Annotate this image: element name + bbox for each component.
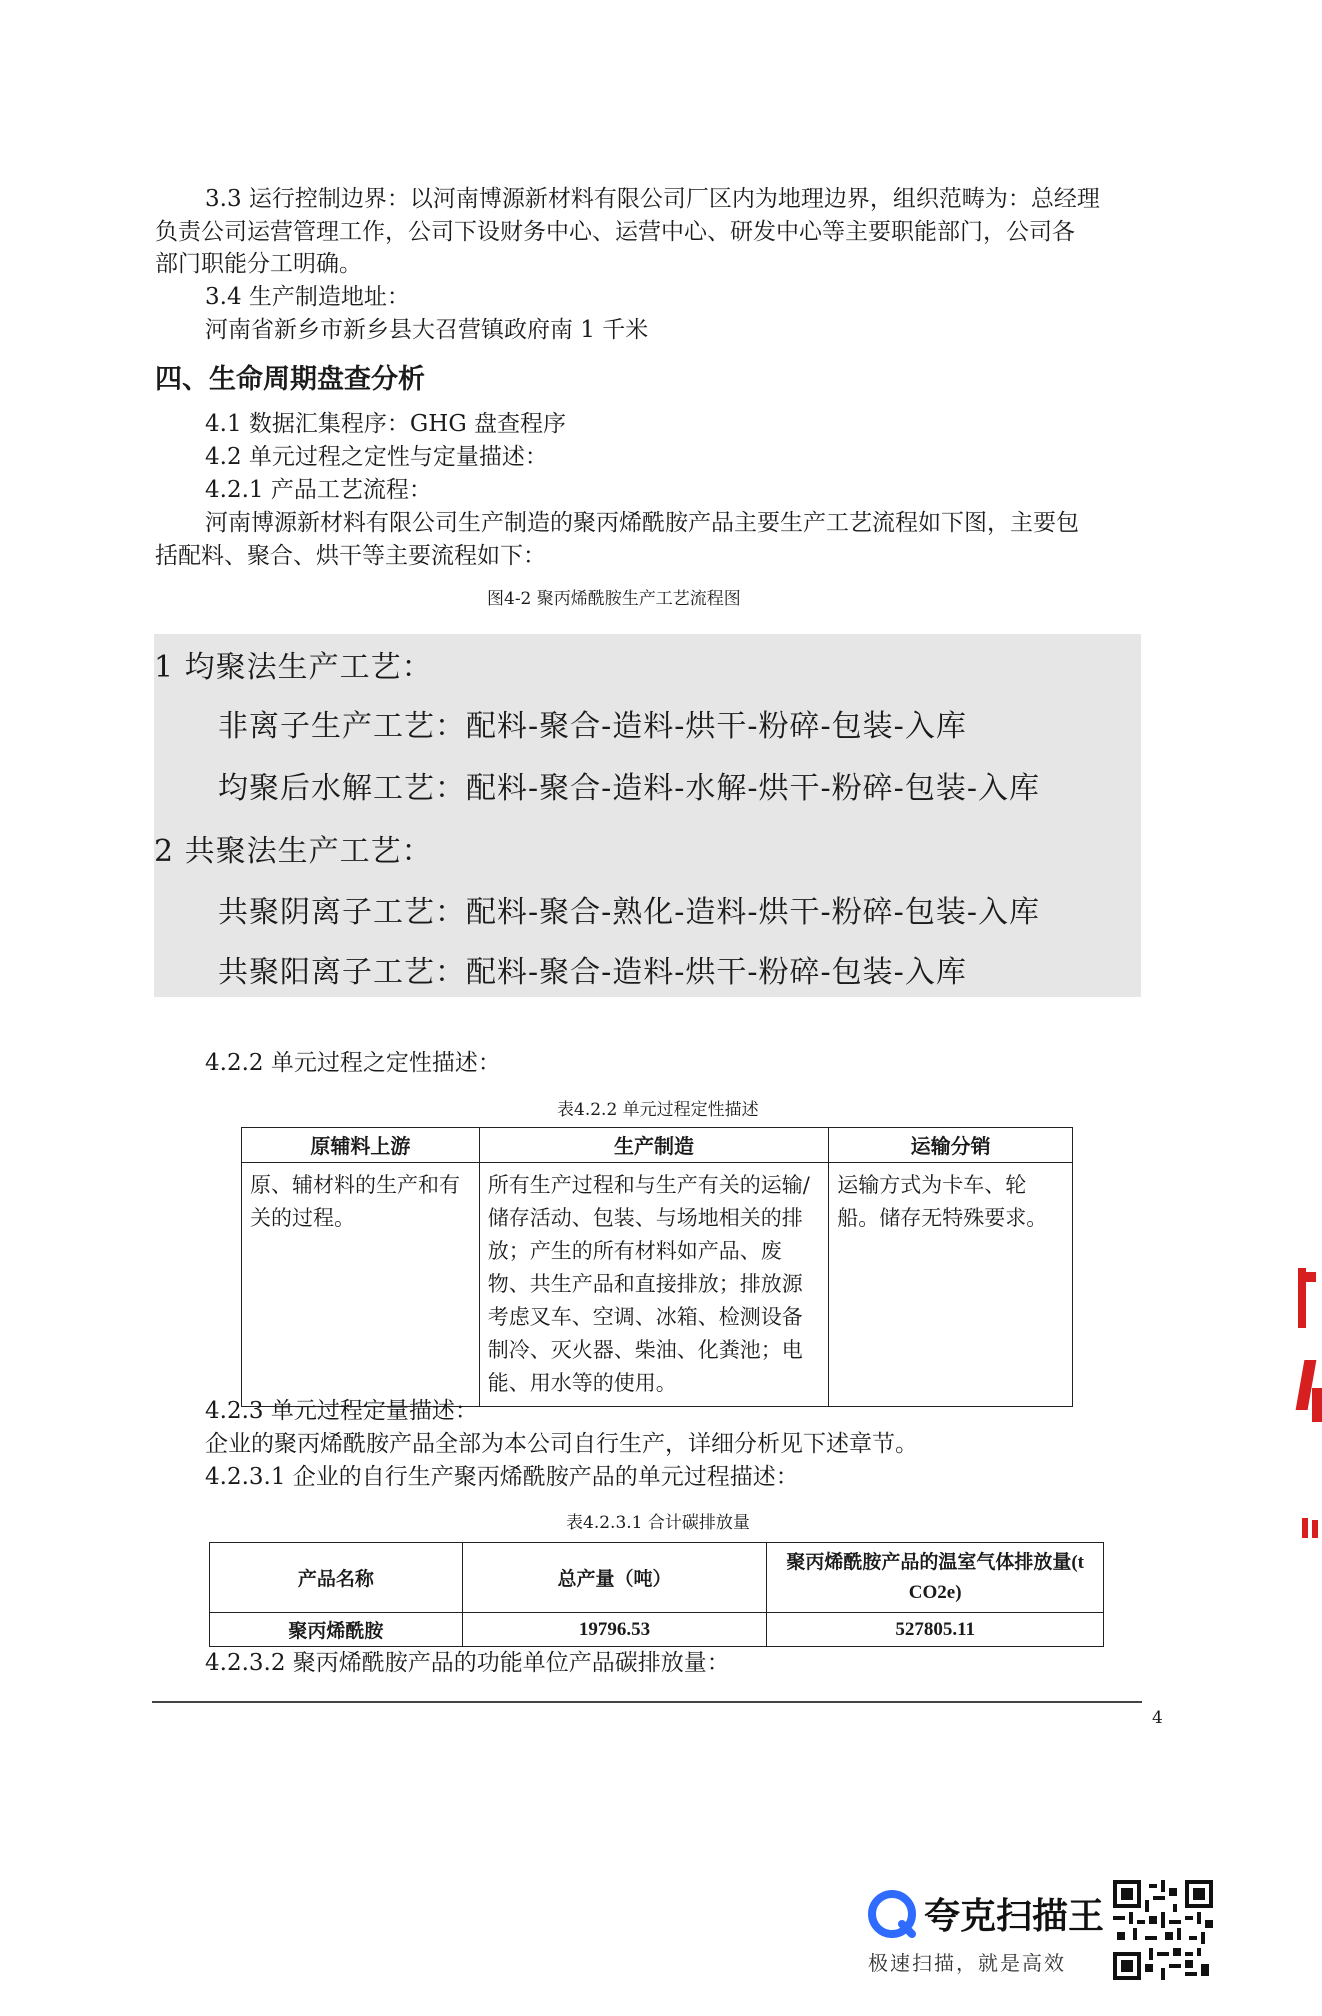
header-distribution: 运输分销 xyxy=(829,1128,1073,1163)
paragraph-4-2-2: 4.2.2 单元过程之定性描述： xyxy=(205,1050,501,1076)
flow-row-nonionic: 非离子生产工艺：配料-聚合-造料-烘干-粉碎-包装-入库 xyxy=(218,709,967,744)
cell-upstream: 原、辅材料的生产和有关的过程。 xyxy=(242,1163,480,1407)
chapter-4-heading: 四、生命周期盘查分析 xyxy=(155,364,425,395)
red-stamp-mark xyxy=(1306,1272,1316,1282)
header-ghg-emission: 聚丙烯酰胺产品的温室气体排放量(t CO2e) xyxy=(767,1543,1104,1613)
red-stamp-mark xyxy=(1312,1388,1322,1422)
address-text: 河南省新乡市新乡县大召营镇政府南 1 千米 xyxy=(205,317,649,343)
qr-code-icon xyxy=(1113,1880,1213,1980)
flow-heading-copolymer: 2 共聚法生产工艺： xyxy=(154,834,433,869)
paragraph-4-2-3-body: 企业的聚丙烯酰胺产品全部为本公司自行生产，详细分析见下述章节。 xyxy=(205,1431,918,1457)
table-header-row xyxy=(242,1128,1073,1163)
paragraph-4-2-3-1: 4.2.3.1 企业的自行生产聚丙烯酰胺产品的单元过程描述： xyxy=(205,1464,799,1490)
header-upstream: 原辅料上游 xyxy=(242,1128,480,1163)
paragraph-4-2: 4.2 单元过程之定性与定量描述： xyxy=(205,444,548,470)
cell-manufacturing: 所有生产过程和与生产有关的运输/储存活动、包装、与场地相关的排放；产生的所有材料如产品、废物、共生产品和直接排放；排放源考虑叉车、空调、冰箱、检测设备制冷、灭火器、柴油、化粪池；电能、用水等的使用。 xyxy=(479,1163,829,1407)
paragraph-3-3-line-1: 3.3 运行控制边界：以河南博源新材料有限公司厂区内为地理边界，组织范畴为：总经理 xyxy=(205,186,1100,212)
carbon-emission-table xyxy=(209,1542,1104,1647)
figure-caption: 图4-2 聚丙烯酰胺生产工艺流程图 xyxy=(487,589,741,609)
flow-row-cationic: 共聚阳离子工艺：配料-聚合-造料-烘干-粉碎-包装-入库 xyxy=(218,955,967,990)
footer-rule xyxy=(152,1701,1142,1703)
cell-ghg-emission: 527805.11 xyxy=(767,1613,1104,1647)
paragraph-4-1: 4.1 数据汇集程序：GHG 盘查程序 xyxy=(205,411,567,437)
table-4-2-3-1-caption: 表4.2.3.1 合计碳排放量 xyxy=(566,1513,750,1533)
flow-heading-homopolymer: 1 均聚法生产工艺： xyxy=(154,650,433,685)
flow-row-anionic: 共聚阴离子工艺：配料-聚合-熟化-造料-烘干-粉碎-包装-入库 xyxy=(218,895,1040,930)
red-stamp-mark xyxy=(1302,1518,1308,1538)
paragraph-4-2-3: 4.2.3 单元过程定量描述： xyxy=(205,1398,478,1424)
table-row xyxy=(242,1163,1073,1407)
paragraph-3-3-line-3: 部门职能分工明确。 xyxy=(155,251,362,277)
table-row xyxy=(210,1613,1104,1647)
cell-distribution: 运输方式为卡车、轮船。储存无特殊要求。 xyxy=(829,1163,1073,1407)
watermark-brand: 夸克扫描王 xyxy=(924,1896,1105,1937)
cell-total-output: 19796.53 xyxy=(462,1613,767,1647)
flow-row-hydrolysis: 均聚后水解工艺：配料-聚合-造料-水解-烘干-粉碎-包装-入库 xyxy=(218,771,1040,806)
cell-product-name: 聚丙烯酰胺 xyxy=(210,1613,463,1647)
scanner-logo-icon xyxy=(868,1890,916,1938)
paragraph-4-2-3-2: 4.2.3.2 聚丙烯酰胺产品的功能单位产品碳排放量： xyxy=(205,1650,730,1676)
header-total-output: 总产量（吨） xyxy=(462,1543,767,1613)
header-manufacturing: 生产制造 xyxy=(479,1128,829,1163)
table-4-2-2-caption: 表4.2.2 单元过程定性描述 xyxy=(557,1100,759,1120)
paragraph-4-2-1-body-line-2: 括配料、聚合、烘干等主要流程如下： xyxy=(155,543,546,569)
qualitative-description-table xyxy=(241,1127,1073,1407)
paragraph-4-2-1: 4.2.1 产品工艺流程： xyxy=(205,477,432,503)
paragraph-3-3-line-2: 负责公司运营管理工作，公司下设财务中心、运营中心、研发中心等主要职能部门，公司各 xyxy=(155,219,1075,245)
page-number: 4 xyxy=(1152,1708,1163,1728)
process-flow-figure xyxy=(154,634,1141,997)
red-stamp-mark xyxy=(1298,1268,1306,1328)
red-stamp-mark xyxy=(1312,1520,1318,1538)
heading-3-4: 3.4 生产制造地址： xyxy=(205,284,410,310)
table-header-row xyxy=(210,1543,1104,1613)
paragraph-4-2-1-body-line-1: 河南博源新材料有限公司生产制造的聚丙烯酰胺产品主要生产工艺流程如下图，主要包 xyxy=(205,510,1079,536)
watermark-slogan: 极速扫描，就是高效 xyxy=(868,1951,1066,1975)
header-product-name: 产品名称 xyxy=(210,1543,463,1613)
